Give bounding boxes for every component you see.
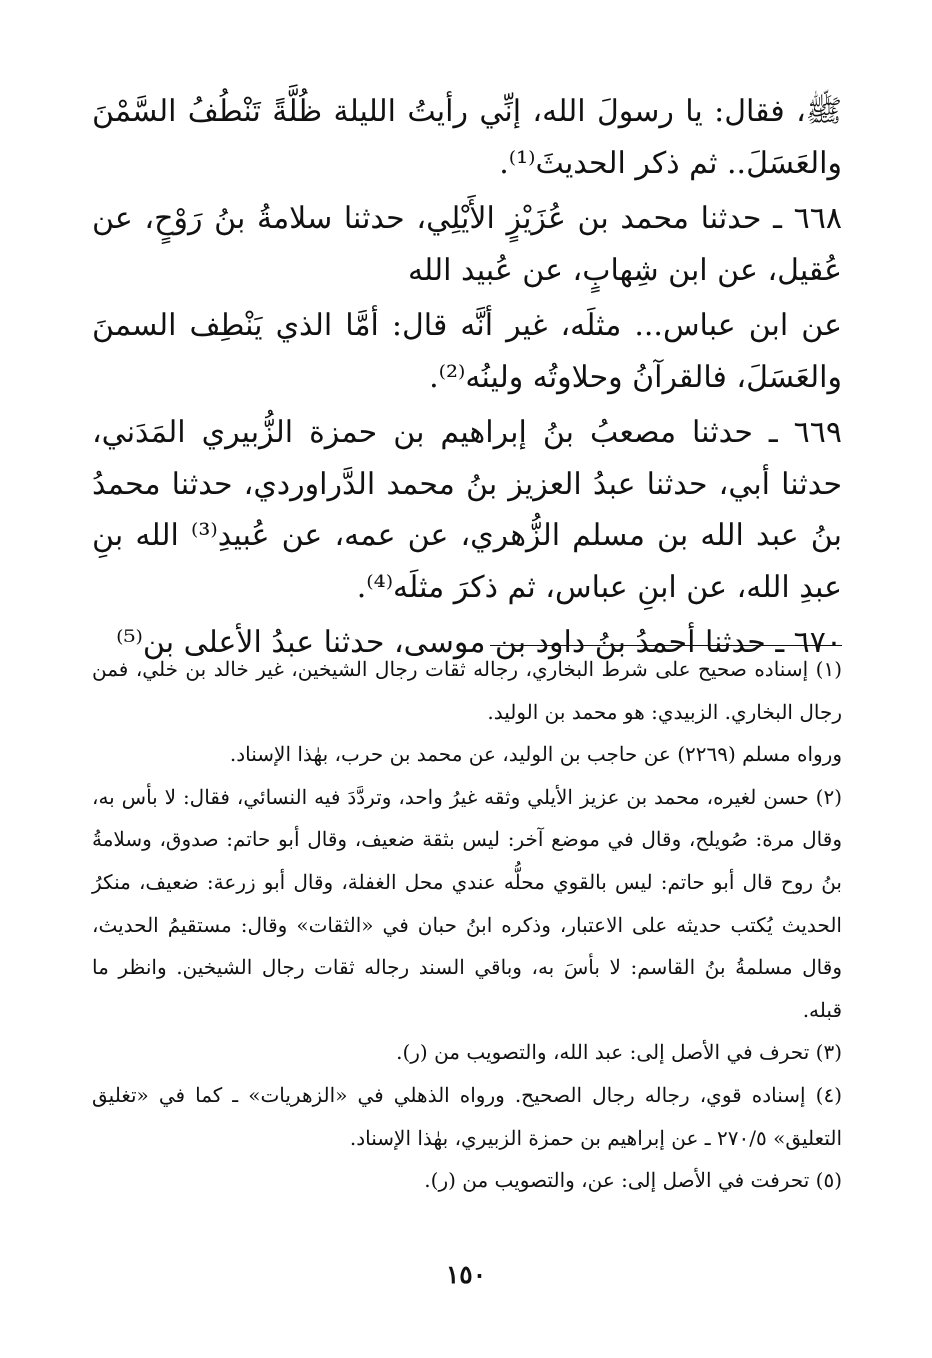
footnote-5: (٥) تحرفت في الأصل إلى: عن، والتصويب من (ر). <box>424 1168 842 1193</box>
page-number: ١٥٠ <box>445 1260 487 1289</box>
footnote-1: (١) إسناده صحيح على شرط البخاري، رجاله ثقات رجال الشيخين، غير خالد بن خلي، فمن رجال البخاري. الزبيدي: هو محمد بن الوليد. <box>92 657 842 724</box>
hadith-669: ٦٦٩ ـ حدثنا مصعبُ بنُ إبراهيم بن حمزة الزُّبيري المَدَني، حدثنا أبي، حدثنا عبدُ العزيز بنُ محمد الدَّراوردي، حدثنا محمدُ بنُ عبد الله بن مسلم الزُّهري، عن عمه، عن عُبيدِ⁽³⁾ الله بنِ عبدِ الله، عن ابنِ عباس، ثم ذكرَ مثلَه⁽⁴⁾. <box>92 415 842 605</box>
footnote-divider <box>490 645 842 646</box>
main-paragraph: ﷺ، فقال: يا رسولَ الله، إنِّي رأيتُ الليلة ظُلَّةً تَنْطُفُ السَّمْنَ والعَسَلَ.. ثم ذكر الحديثَ⁽¹⁾. <box>92 94 842 181</box>
hadith-670: ٦٧٠ ـ حدثنا أحمدُ بنُ داود بن موسى، حدثنا عبدُ الأعلى بن⁽⁵⁾ <box>116 625 842 660</box>
footnote-4: (٤) إسناده قوي، رجاله رجال الصحيح. ورواه الذهلي في «الزهريات» ـ كما في «تغليق التعليق» ٢٧٠/٥ ـ عن إبراهيم بن حمزة الزبيري، بهٰذا الإسناد. <box>92 1082 842 1150</box>
footnote-3: (٣) تحرف في الأصل إلى: عبد الله، والتصويب من (ر). <box>396 1040 842 1065</box>
footnote-2: (٢) حسن لغيره، محمد بن عزيز الأيلي وثقه غيرُ واحد، وتردَّدَ فيه النسائي، فقال: لا بأس به، وقال مرة: صُويلح، وقال في موضع آخر: ليس بثقة ضعيف، وقال أبو حاتم: صدوق، وسلامةُ بنُ روح قال أبو حاتم: ليس بالقوي محلُّه عندي محل الغفلة، وقال أبو زرعة: ضعيف، منكرُ الحديث يُكتب حديثه على الاعتبار، وذكره ابنُ حبان في «الثقات» وقال: مستقيمُ الحديث، وقال مسلمةُ بنُ القاسم: لا بأسَ به، وباقي السند رجاله ثقات رجال الشيخين. وانظر ما قبله. <box>92 784 842 1022</box>
footnote-1-continued: ورواه مسلم (٢٢٦٩) عن حاجب بن الوليد، عن محمد بن حرب، بهٰذا الإسناد. <box>229 742 842 767</box>
main-paragraph: عن ابن عباس... مثلَه، غير أنَّه قال: أمَّا الذي يَنْطِف السمنَ والعَسَلَ، فالقرآنُ وحلاوتُه ولينُه⁽²⁾. <box>92 308 842 395</box>
footnotes <box>92 648 842 1202</box>
main-text <box>92 86 842 669</box>
hadith-668: ٦٦٨ ـ حدثنا محمد بن عُزَيْزٍ الأَيْلِي، حدثنا سلامةُ بنُ رَوْحٍ، عن عُقيل، عن ابن شِهابٍ، عن عُبيد الله <box>92 201 842 288</box>
